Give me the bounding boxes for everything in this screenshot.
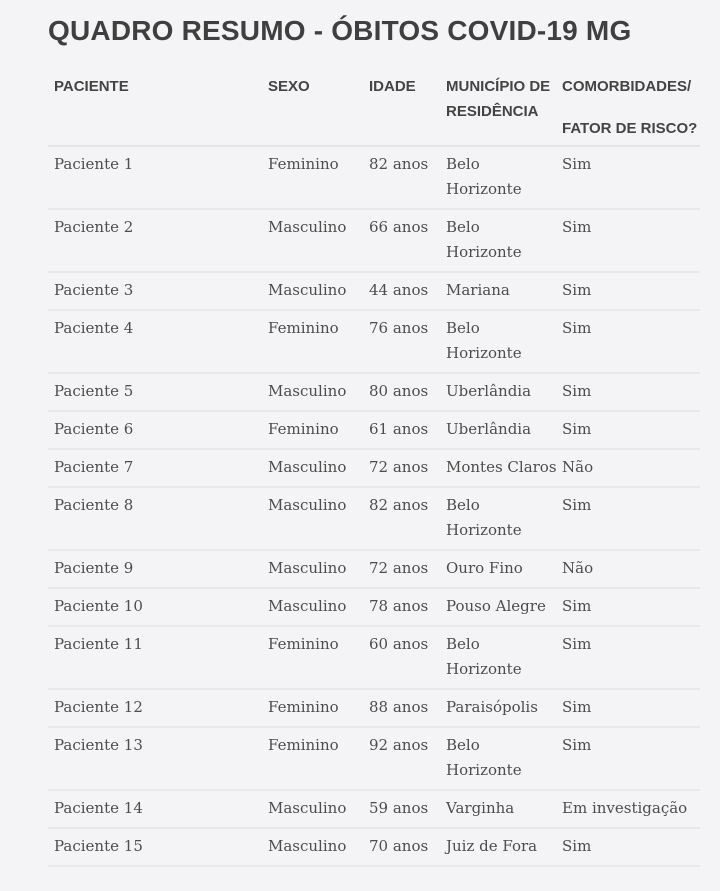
cell-idade: 72 anos — [369, 458, 429, 476]
cell-paciente: Paciente 3 — [54, 281, 134, 299]
cell-paciente: Paciente 4 — [54, 319, 134, 337]
cell-idade: 66 anos — [369, 218, 429, 236]
cell-municipio: Uberlândia — [446, 420, 532, 438]
table-row — [48, 551, 700, 589]
table-row — [48, 589, 700, 627]
header-comorbidades-line1: COMORBIDADES/ — [562, 78, 692, 95]
table-row — [48, 791, 700, 829]
cell-idade: 82 anos — [369, 496, 429, 514]
cell-idade: 72 anos — [369, 559, 429, 577]
cell-idade: 88 anos — [369, 698, 429, 716]
cell-sexo: Masculino — [268, 496, 347, 514]
cell-comorbidade: Sim — [562, 597, 592, 615]
cell-municipio: Belo Horizonte — [446, 218, 522, 261]
table-row — [48, 412, 700, 450]
cell-municipio: Juiz de Fora — [446, 837, 538, 855]
cell-paciente: Paciente 14 — [54, 799, 143, 817]
cell-municipio: Montes Claros — [446, 458, 557, 476]
cell-idade: 80 anos — [369, 382, 429, 400]
table-row — [48, 488, 700, 551]
cell-paciente: Paciente 9 — [54, 559, 134, 577]
cell-municipio: Pouso Alegre — [446, 597, 546, 615]
cell-paciente: Paciente 13 — [54, 736, 143, 754]
table-row — [48, 273, 700, 311]
header-municipio-line1: MUNICÍPIO DE — [446, 78, 551, 95]
deaths-table — [48, 70, 700, 867]
table-row — [48, 829, 700, 867]
cell-paciente: Paciente 8 — [54, 496, 134, 514]
header-sexo: SEXO — [268, 78, 310, 95]
cell-municipio: Belo Horizonte — [446, 736, 522, 779]
cell-municipio: Uberlândia — [446, 382, 532, 400]
cell-idade: 70 anos — [369, 837, 429, 855]
cell-paciente: Paciente 7 — [54, 458, 134, 476]
cell-comorbidade: Em investigação — [562, 799, 688, 817]
header-municipio — [440, 70, 556, 145]
cell-comorbidade: Sim — [562, 496, 592, 514]
header-comorbidades-line2: FATOR DE RISCO? — [562, 120, 698, 137]
cell-idade: 92 anos — [369, 736, 429, 754]
cell-comorbidade: Sim — [562, 281, 592, 299]
cell-comorbidade: Sim — [562, 736, 592, 754]
cell-sexo: Feminino — [268, 698, 339, 716]
cell-municipio: Mariana — [446, 281, 510, 299]
table-row — [48, 311, 700, 374]
cell-sexo: Feminino — [268, 420, 339, 438]
table-row — [48, 147, 700, 210]
cell-idade: 59 anos — [369, 799, 429, 817]
header-comorbidades — [556, 70, 700, 145]
table-header-row — [48, 70, 700, 147]
cell-paciente: Paciente 11 — [54, 635, 143, 653]
cell-municipio: Belo Horizonte — [446, 319, 522, 362]
cell-sexo: Masculino — [268, 799, 347, 817]
cell-sexo: Feminino — [268, 155, 339, 173]
cell-paciente: Paciente 10 — [54, 597, 143, 615]
cell-paciente: Paciente 2 — [54, 218, 134, 236]
header-paciente: PACIENTE — [54, 78, 129, 95]
cell-sexo: Feminino — [268, 319, 339, 337]
cell-sexo: Masculino — [268, 559, 347, 577]
cell-municipio: Paraisópolis — [446, 698, 538, 716]
cell-comorbidade: Sim — [562, 698, 592, 716]
cell-sexo: Feminino — [268, 635, 339, 653]
table-row — [48, 728, 700, 791]
cell-comorbidade: Sim — [562, 319, 592, 337]
cell-sexo: Masculino — [268, 281, 347, 299]
cell-paciente: Paciente 6 — [54, 420, 134, 438]
header-idade: IDADE — [369, 78, 416, 95]
page-title: QUADRO RESUMO - ÓBITOS COVID-19 MG — [48, 15, 632, 46]
cell-sexo: Masculino — [268, 597, 347, 615]
cell-sexo: Masculino — [268, 837, 347, 855]
cell-paciente: Paciente 5 — [54, 382, 134, 400]
table-row — [48, 627, 700, 690]
header-municipio-line2: RESIDÊNCIA — [446, 103, 539, 120]
cell-comorbidade: Não — [562, 559, 594, 577]
cell-comorbidade: Não — [562, 458, 594, 476]
cell-sexo: Masculino — [268, 218, 347, 236]
cell-comorbidade: Sim — [562, 635, 592, 653]
cell-idade: 76 anos — [369, 319, 429, 337]
cell-comorbidade: Sim — [562, 218, 592, 236]
cell-municipio: Belo Horizonte — [446, 635, 522, 678]
cell-paciente: Paciente 12 — [54, 698, 143, 716]
cell-comorbidade: Sim — [562, 837, 592, 855]
cell-municipio: Belo Horizonte — [446, 496, 522, 539]
cell-comorbidade: Sim — [562, 382, 592, 400]
cell-sexo: Masculino — [268, 382, 347, 400]
cell-comorbidade: Sim — [562, 420, 592, 438]
cell-sexo: Masculino — [268, 458, 347, 476]
table-row — [48, 374, 700, 412]
table-row — [48, 210, 700, 273]
table-row — [48, 690, 700, 728]
cell-paciente: Paciente 1 — [54, 155, 134, 173]
cell-municipio: Ouro Fino — [446, 559, 523, 577]
cell-sexo: Feminino — [268, 736, 339, 754]
cell-idade: 82 anos — [369, 155, 429, 173]
table-row — [48, 450, 700, 488]
cell-idade: 60 anos — [369, 635, 429, 653]
cell-idade: 61 anos — [369, 420, 429, 438]
cell-comorbidade: Sim — [562, 155, 592, 173]
cell-idade: 78 anos — [369, 597, 429, 615]
cell-municipio: Belo Horizonte — [446, 155, 522, 198]
cell-municipio: Varginha — [446, 799, 515, 817]
cell-idade: 44 anos — [369, 281, 429, 299]
cell-paciente: Paciente 15 — [54, 837, 143, 855]
